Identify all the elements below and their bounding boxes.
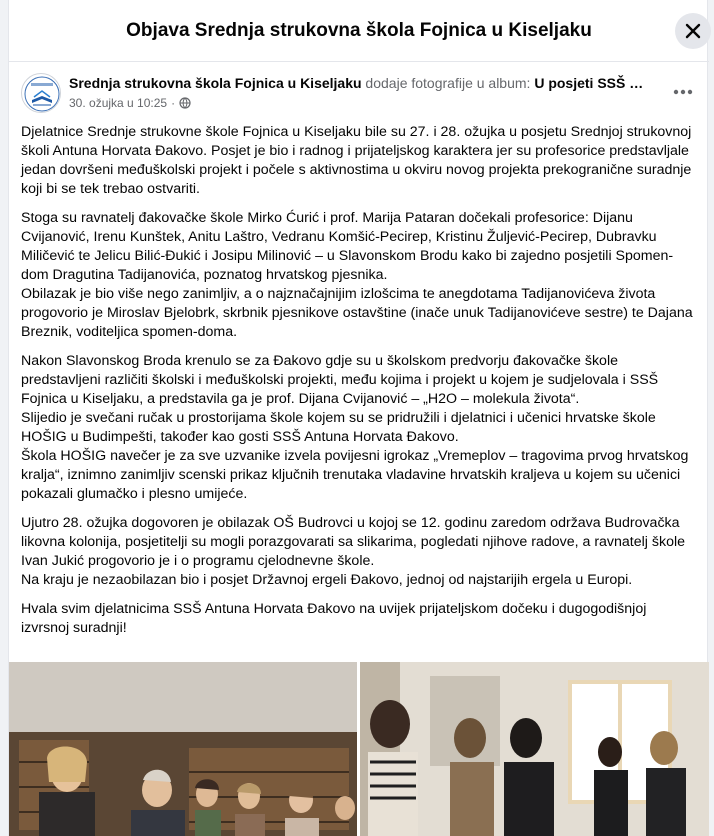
post-meta (69, 96, 191, 110)
post-body (21, 123, 697, 648)
globe-icon[interactable] (179, 97, 191, 109)
more-horizontal-icon (673, 89, 693, 95)
meta-separator: · (171, 96, 176, 110)
post-paragraph: Stoga su ravnatelj đakovačke škole Mirko Ćurić i prof. Marija Pataran dočekali profesorice: Dijanu Cvijanović, Irenu Kunštek, Anitu Laštro, Vedranu Komšić-Pecirep, Kristinu Žuljević-Pecirep, Dubravku Miličević te Jelicu Bilić-Đukić i Josipu Milinović – u Slavonskom Brodu kako bi zajedno posjetili Spomen-dom Dragutina Tadijanovića, poznatog hrvatskog pjesnika. Obilazak je bio više nego zanimljiv, a o najznačajnijim izlošcima te anegdotama Tadijanovićeva života progovorio je Miroslav Bjelobrk, skrbnik pjesnikove ostavštine (inače unuk Tadijanovićeve sestre) te Dajana Breznik, voditeljica spomen-doma. (21, 210, 693, 340)
school-logo-icon (22, 74, 61, 113)
avatar[interactable] (21, 73, 61, 113)
dialog-header (9, 0, 709, 62)
post-date[interactable]: 30. ožujka u 10:25 (69, 96, 168, 110)
post-paragraph: Djelatnice Srednje strukovne škole Fojnica u Kiseljaku bile su 27. i 28. ožujka u posjetu Srednjoj strukovnoj školi Antuna Horvata Đakovo. Posjet je bio i radnog i prijateljskog karaktera jer su profesorice predstavljale jedan dovršeni međuškolski projekt i počele s aktivnostima u okviru novog projekta prekogranične suradnje koji bi se tek trebao ostvariti. (21, 124, 692, 197)
photo-library-group[interactable] (9, 662, 357, 836)
post-action: dodaje fotografije u album: (361, 75, 535, 91)
author-name[interactable]: Srednja strukovna škola Fojnica u Kiseljaku (69, 75, 362, 91)
photo-grid (9, 662, 709, 836)
close-icon (685, 23, 701, 39)
author-line (69, 75, 659, 91)
post-dialog (8, 0, 708, 836)
dialog-title: Objava Srednja strukovna škola Fojnica u Kiseljaku (126, 19, 592, 41)
close-button[interactable] (675, 13, 711, 49)
more-options-button[interactable] (669, 78, 697, 106)
post-header (21, 70, 697, 116)
post-paragraph: Hvala svim djelatnicima SSŠ Antuna Horvata Đakovo na uvijek prijateljskom dočeku i dugogodišnjoj izvrsnoj suradnji! (21, 601, 647, 636)
post-paragraph: Nakon Slavonskog Broda krenulo se za Đakovo gdje su u školskom predvorju đakovačke škole predstavljeni različiti školski i međuškolski projekti, među kojima i projekt u kojem je sudjelovala i SSŠ Fojnica u Kiseljaku, a predstavila ga je prof. Dijana Cvijanović – „H2O – molekula života“. Slijedio je svečani ručak u prostorijama škole kojem su se pridružili i djelatnici i učenici hrvatske škole HOŠIG u Budimpešti, također kao gosti SSŠ Antuna Horvata Đakovo. Škola HOŠIG navečer je za sve uzvanike izvela povijesni igrokaz „Vremeplov – tragovima prvog hrvatskog kralja“, iznimno zanimljiv scenski prikaz ključnih trenutaka vladavine hrvatskih kraljeva u kojem su učenici pokazali glumačko i plesno umijeće. (21, 353, 689, 502)
album-link[interactable]: U posjeti SSŠ … (534, 75, 644, 91)
post-paragraph: Ujutro 28. ožujka dogovoren je obilazak OŠ Budrovci u kojoj se 12. godinu zaredom održava Budrovačka likovna kolonija, posjetitelji su mogli porazgovarati sa slikarima, pogledati njihove radove, a ravnatelj škole Ivan Jukić progovorio je i o programu cjelodnevne škole. Na kraju je nezaobilazan bio i posjet Državnoj ergeli Đakovo, jednoj od najstarijih ergela u Europi. (21, 515, 686, 588)
photo-room-visitors[interactable] (360, 662, 709, 836)
